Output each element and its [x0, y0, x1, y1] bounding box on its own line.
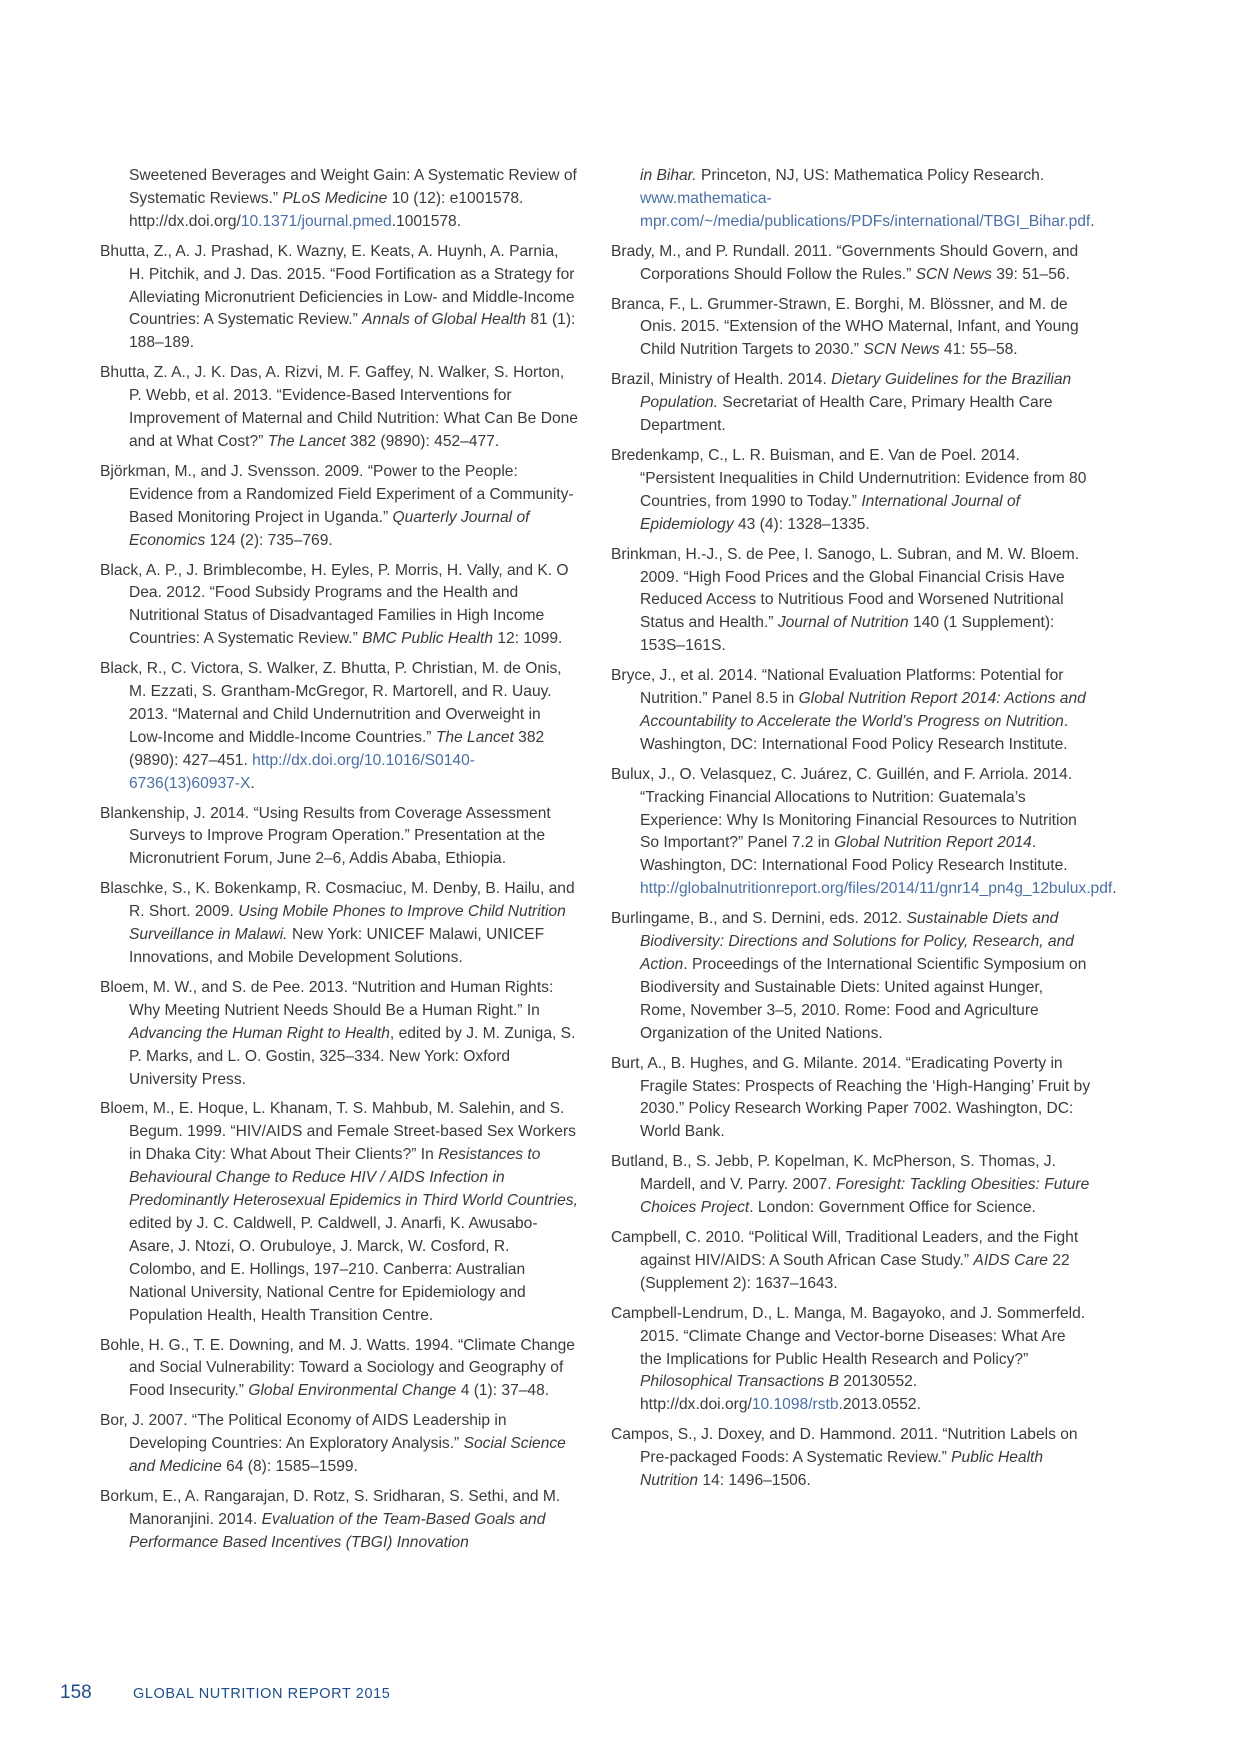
reference-text: . Proceedings of the International Scientific Symposium on Biodiversity and Sustainable Diets: United against Hunger, Rome, November 3–5, 2010. Rome: Food and Agriculture Organization of the United Nations. — [640, 956, 1087, 1042]
reference-title: SCN News — [915, 265, 992, 283]
reference-text: Brinkman, H.-J., S. de Pee, I. Sanogo, L. Subran, and M. W. Bloem. 2009. “High Food Prices and the Global Financial Crisis Have Reduced Access to Nutritious Food and Worsened Nutritional Status and Health.” — [611, 545, 1080, 632]
reference-title: PLoS Medicine — [282, 189, 388, 207]
reference-text: . — [1112, 880, 1117, 898]
reference-text: Campbell, C. 2010. “Political Will, Traditional Leaders, and the Fight against HIV/AIDS: A South African Case Study.” — [611, 1228, 1079, 1269]
reference-entry — [100, 461, 578, 553]
reference-text: Princeton, NJ, US: Mathematica Policy Research. — [696, 167, 1045, 184]
reference-title: Dietary Guidelines for the Brazilian Population. — [640, 371, 1072, 412]
reference-entry — [100, 560, 578, 652]
reference-entry — [611, 908, 1091, 1045]
reference-text: 39: 51–56. — [991, 265, 1070, 283]
reference-title: Journal of Nutrition — [777, 614, 909, 632]
reference-entry — [611, 1227, 1091, 1296]
reference-text: 382 (9890): 452–477. — [345, 432, 500, 450]
reference-text: New York: UNICEF Malawi, UNICEF Innovations, and Mobile Development Solutions. — [129, 926, 545, 966]
reference-entry — [100, 1335, 578, 1404]
reference-title: AIDS Care — [973, 1251, 1048, 1269]
reference-text: Secretariat of Health Care, Primary Health Care Department. — [640, 394, 1053, 435]
reference-title: Philosophical Transactions B — [640, 1373, 840, 1391]
reference-link[interactable]: http://globalnutritionreport.org/files/2014/11/gnr14_pn4g_12bulux.pdf — [640, 880, 1113, 898]
reference-title: Foresight: Tackling Obesities: Future Choices Project — [640, 1176, 1090, 1217]
reference-entry — [611, 544, 1091, 659]
reference-entry — [100, 878, 578, 970]
reference-title: Sustainable Diets and Biodiversity: Directions and Solutions for Policy, Research, and Action — [640, 910, 1074, 973]
reference-entry — [100, 362, 578, 454]
reference-text: . London: Government Office for Science. — [749, 1199, 1036, 1217]
reference-entry — [100, 1098, 578, 1327]
reference-text: 20130552. http://dx.doi.org/ — [640, 1373, 918, 1414]
reference-title: International Journal of Epidemiology — [640, 492, 1020, 533]
reference-title: The Lancet — [435, 728, 514, 746]
reference-text: Blankenship, J. 2014. “Using Results from Coverage Assessment Surveys to Improve Program Operation.” Presentation at the Micronutrient Forum, June 2–6, Addis Ababa, Ethiopia. — [100, 804, 551, 868]
reference-text: 382 (9890): 427–451. — [129, 728, 545, 769]
reference-entry — [611, 1151, 1091, 1220]
reference-link[interactable]: www.mathematica-mpr.com/~/media/publications/PDFs/international/TBGI_Bihar.pdf — [640, 189, 1091, 230]
reference-entry — [611, 241, 1091, 287]
reference-text: Campos, S., J. Doxey, and D. Hammond. 2011. “Nutrition Labels on Pre-packaged Foods: A Systematic Review.” — [611, 1426, 1078, 1467]
reference-title: Public Health Nutrition — [640, 1449, 1044, 1490]
reference-text: edited by J. C. Caldwell, P. Caldwell, J. Anarfi, K. Awusabo-Asare, J. Ntozi, O. Orubuloye, J. Marck, W. Cosford, R. Colombo, and E. Hollings, 197–210. Canberra: Australian National University, National Centre for Epidemiology and Population Health, Health Transition Centre. — [129, 1214, 538, 1324]
reference-entry — [100, 803, 578, 872]
reference-title: Evaluation of the Team-Based Goals and Performance Based Incentives (TBGI) Innovation — [129, 1510, 546, 1551]
reference-text: Butland, B., S. Jebb, P. Kopelman, K. McPherson, S. Thomas, J. Mardell, and V. Parry. 2007. — [611, 1153, 1056, 1194]
reference-link[interactable]: http://dx.doi.org/10.1016/S0140-6736(13)60937-X — [129, 751, 475, 792]
reference-text: 124 (2): 735–769. — [205, 531, 333, 549]
reference-text: Black, R., C. Victora, S. Walker, Z. Bhutta, P. Christian, M. de Onis, M. Ezzati, S. Grantham-McGregor, R. Martorell, and R. Uauy. 2013. “Maternal and Child Undernutrition and Overweight in Low-Income and Middle-Income Countries.” — [100, 660, 562, 746]
reference-text: Bryce, J., et al. 2014. “National Evaluation Platforms: Potential for Nutrition.” Panel 8.5 in — [611, 667, 1064, 708]
reference-entry — [100, 1410, 578, 1479]
reference-title: SCN News — [863, 341, 940, 359]
reference-text: Burt, A., B. Hughes, and G. Milante. 2014. “Eradicating Poverty in Fragile States: Prospects of Reaching the ‘High-Hanging’ Fruit by 2030.” Policy Research Working Paper 7002. Washington, DC: World Bank. — [611, 1054, 1091, 1141]
reference-link[interactable]: 10.1098/rstb — [751, 1396, 839, 1414]
references-left-column — [100, 165, 578, 1562]
reference-text: Sweetened Beverages and Weight Gain: A Systematic Review of Systematic Reviews.” — [129, 167, 577, 207]
reference-text: .1001578. — [391, 212, 462, 230]
reference-text: 12: 1099. — [493, 630, 563, 648]
reference-entry — [611, 165, 1095, 234]
reference-entry — [100, 165, 578, 234]
reference-text: , edited by J. M. Zuniga, S. P. Marks, and L. O. Gostin, 325–334. New York: Oxford University Press. — [129, 1024, 576, 1088]
reference-text: Bloem, M., E. Hoque, L. Khanam, T. S. Mahbub, M. Salehin, and S. Begum. 1999. “HIV/AIDS and Female Street-based Sex Workers in Dhaka City: What About Their Clients?” In — [100, 1100, 576, 1164]
reference-title: Quarterly Journal of Economics — [129, 508, 530, 549]
reference-entry — [100, 1486, 578, 1555]
report-title: GLOBAL NUTRITION REPORT 2015 — [133, 1686, 391, 1702]
reference-text: Brazil, Ministry of Health. 2014. — [611, 371, 832, 389]
reference-entry — [611, 764, 1117, 901]
reference-text: 4 (1): 37–48. — [456, 1382, 550, 1400]
reference-text: Blaschke, S., K. Bokenkamp, R. Cosmaciuc, M. Denby, B. Hailu, and R. Short. 2009. — [100, 880, 575, 921]
reference-text: 14: 1496–1506. — [698, 1472, 811, 1490]
reference-text: 43 (4): 1328–1335. — [733, 515, 870, 533]
reference-title: Annals of Global Health — [362, 311, 526, 329]
reference-title: The Lancet — [267, 432, 346, 450]
reference-title: Resistances to Behavioural Change to Reduce HIV / AIDS Infection in Predominantly Heterosexual Epidemics in Third World Countries, — [129, 1146, 578, 1210]
reference-entry — [611, 369, 1091, 438]
reference-title: Using Mobile Phones to Improve Child Nutrition Surveillance in Malawi. — [129, 903, 566, 944]
reference-title: Global Nutrition Report 2014 — [834, 834, 1032, 852]
reference-text: Black, A. P., J. Brimblecombe, H. Eyles, P. Morris, H. Vally, and K. O Dea. 2012. “Food Subsidy Programs and the Health and Nutritional Status of Disadvantaged Families in High Income Countries: A Systematic Review.” — [100, 561, 569, 648]
reference-title: Global Environmental Change — [248, 1382, 457, 1400]
reference-text: . — [250, 774, 255, 792]
reference-text: Branca, F., L. Grummer-Strawn, E. Borghi, M. Blössner, and M. de Onis. 2015. “Extension of the WHO Maternal, Infant, and Young Child Nutrition Targets to 2030.” — [611, 295, 1079, 359]
reference-text: Bloem, M. W., and S. de Pee. 2013. “Nutrition and Human Rights: Why Meeting Nutrient Needs Should Be a Human Right.” In — [100, 978, 554, 1019]
reference-text: 41: 55–58. — [939, 341, 1018, 359]
reference-entry — [611, 1053, 1091, 1145]
reference-entry — [611, 294, 1091, 363]
reference-text: . Washington, DC: International Food Policy Research Institute. — [640, 712, 1069, 753]
reference-text: Björkman, M., and J. Svensson. 2009. “Power to the People: Evidence from a Randomized Field Experiment of a Community-Based Monitoring Project in Uganda.” — [100, 462, 574, 526]
reference-text: Bhutta, Z. A., J. K. Das, A. Rizvi, M. F. Gaffey, N. Walker, S. Horton, P. Webb, et al. 2013. “Evidence-Based Interventions for Improvement of Maternal and Child Nutrition: What Can Be Done and at What Cost?” — [100, 364, 578, 450]
reference-title: BMC Public Health — [362, 630, 494, 648]
reference-text: 10 (12): e1001578. http://dx.doi.org/ — [129, 189, 524, 230]
reference-entry — [100, 658, 578, 795]
reference-entry — [611, 665, 1091, 757]
references-right-column — [611, 165, 1117, 1500]
reference-text: . — [1090, 212, 1095, 230]
reference-text: Bulux, J., O. Velasquez, C. Juárez, C. Guillén, and F. Arriola. 2014. “Tracking Financial Allocations to Nutrition: Guatemala’s Experience: Why Is Monitoring Financial Resources to Nutrition So Important?” Panel 7.2 in — [611, 765, 1077, 852]
reference-text: Brady, M., and P. Rundall. 2011. “Governments Should Govern, and Corporations Should Follow the Rules.” — [611, 242, 1079, 283]
reference-title: Social Science and Medicine — [129, 1435, 566, 1476]
reference-entry — [611, 1424, 1091, 1493]
reference-text: Bhutta, Z., A. J. Prashad, K. Wazny, E. Keats, A. Huynh, A. Parnia, H. Pitchik, and J. Das. 2015. “Food Fortification as a Strategy for Alleviating Micronutrient Deficiencies in Low- and Middle-Income Countries: A Systematic Review.” — [100, 242, 575, 329]
reference-text: .2013.0552. — [838, 1396, 921, 1414]
reference-entry — [100, 977, 578, 1092]
reference-title: in Bihar. — [640, 167, 697, 184]
reference-text: Campbell-Lendrum, D., L. Manga, M. Bagayoko, and J. Sommerfeld. 2015. “Climate Change and Vector-borne Diseases: What Are the Implications for Public Health Research and Policy?” — [611, 1304, 1086, 1368]
reference-entry — [100, 241, 578, 356]
page-number: 158 — [60, 1682, 92, 1703]
reference-text: 81 (1): 188–189. — [129, 311, 576, 352]
reference-text: . Washington, DC: International Food Policy Research Institute. — [640, 834, 1068, 875]
reference-entry — [611, 445, 1091, 537]
reference-title: Global Nutrition Report 2014: Actions and Accountability to Accelerate the World’s Progress on Nutrition — [640, 690, 1086, 730]
reference-text: 64 (8): 1585–1599. — [221, 1458, 358, 1476]
reference-text: Burlingame, B., and S. Dernini, eds. 2012. — [611, 910, 907, 928]
reference-link[interactable]: 10.1371/journal.pmed — [240, 212, 392, 230]
reference-text: Bor, J. 2007. “The Political Economy of AIDS Leadership in Developing Countries: An Exploratory Analysis.” — [100, 1412, 507, 1453]
reference-text: Borkum, E., A. Rangarajan, D. Rotz, S. Sridharan, S. Sethi, and M. Manoranjini. 2014. — [100, 1487, 561, 1528]
reference-entry — [611, 1303, 1091, 1418]
reference-text: Bohle, H. G., T. E. Downing, and M. J. Watts. 1994. “Climate Change and Social Vulnerability: Toward a Sociology and Geography of Food Insecurity.” — [100, 1336, 575, 1400]
reference-text: Bredenkamp, C., L. R. Buisman, and E. Van de Poel. 2014. “Persistent Inequalities in Child Undernutrition: Evidence from 80 Countries, from 1990 to Today.” — [611, 446, 1087, 510]
reference-text: 22 (Supplement 2): 1637–1643. — [640, 1251, 1070, 1292]
reference-title: Advancing the Human Right to Health — [129, 1024, 390, 1042]
reference-text: 140 (1 Supplement): 153S–161S. — [640, 614, 1055, 655]
